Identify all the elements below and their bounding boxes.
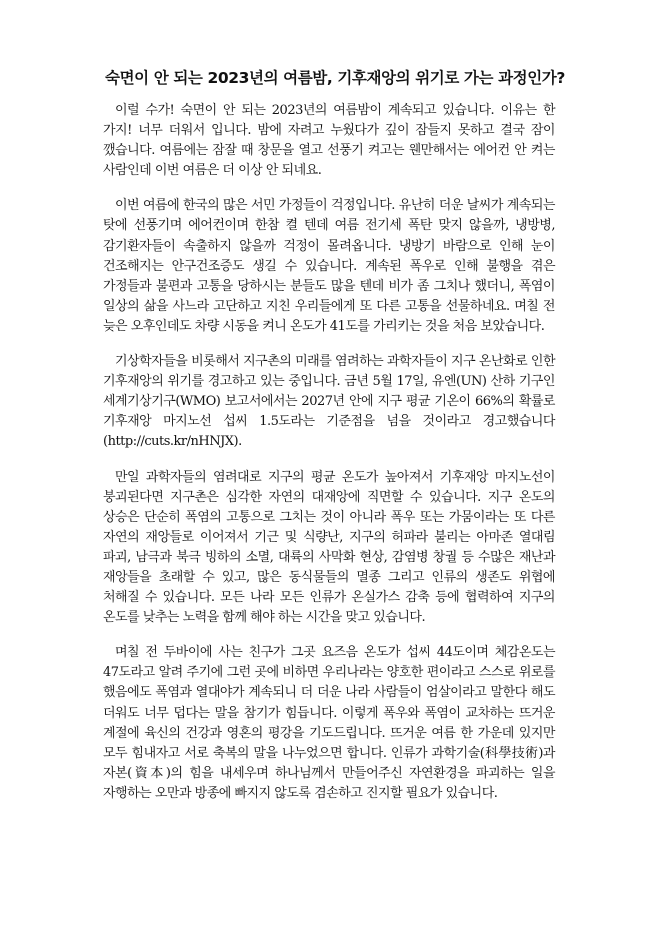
paragraph-2: 이번 여름에 한국의 많은 서민 가정들이 걱정입니다. 유난히 더운 날씨가 계속되는 탓에 선풍기며 에어컨이며 한참 켤 텐데 여름 전기세 폭탄 맞지 않을까, 냉방병, 감기환자들이 속출하지 않을까 걱정이 몰려옵니다. 냉방기 바람으로 인해 눈이 건조해지는 안구건조증도 생길 수 있습니다. 계속된 폭우로 인해 불행을 겪은 가정들과 불편과 고통을 당하시는 분들도 많을 텐데 비가 좀 그치나 했더니, 폭염이 일상의 삶을 사느라 고단하고 지친 우리들에게 또 다른 고통을 선물하네요. 며칠 전 늦은 오후인데도 차량 시동을 켜니 온도가 41도를 가리키는 것을 처음 보았습니다. <box>103 198 555 334</box>
paragraph-3: 기상학자들을 비롯해서 지구촌의 미래를 염려하는 과학자들이 지구 온난화로 인한 기후재앙의 위기를 경고하고 있는 중입니다. 금년 5월 17일, 유엔(UN) 산하 기구인 세계기상기구(WMO) 보고서에서는 2027년 안에 지구 평균 기온이 66%의 확률로 기후재앙 마지노선 섭씨 1.5도라는 기준점을 넘을 것이라고 경고했습니다(http://cuts.kr/nHNJX). <box>103 354 555 450</box>
paragraph-1: 이럴 수가! 숙면이 안 되는 2023년의 여름밤이 계속되고 있습니다. 이유는 한 가지! 너무 더워서 입니다. 밤에 자려고 누웠다가 깊이 잠들지 못하고 결국 잠이 깼습니다. 여름에는 잠잘 때 창문을 열고 선풍기 켜고는 웬만해서는 에어컨 안 켜는 사람인데 이번 여름은 더 이상 안 되네요. <box>103 103 555 179</box>
paragraph-5: 며칠 전 두바이에 사는 친구가 그곳 요즈음 온도가 섭씨 44도이며 체감온도는 47도라고 알려 주기에 그런 곳에 비하면 우리나라는 양호한 편이라고 스스로 위로를 했음에도 폭염과 열대야가 계속되니 더 더운 나라 사람들이 엄살이라고 말한다 해도 더워도 너무 덥다는 말을 참기가 힘듭니다. 이렇게 폭우와 폭염이 교차하는 뜨거운 계절에 육신의 건강과 영혼의 평강을 기도드립니다. 뜨거운 여름 한 가운데 있지만 모두 힘내자고 서로 축복의 말을 나누었으면 합니다. 인류가 과학기술(科學技術)과 자본(資本)의 힘을 내세우며 하나님께서 만들어주신 자연환경을 파괴하는 일을 자행하는 오만과 방종에 빠지지 않도록 겸손하고 진지할 필요가 있습니다. <box>103 645 555 801</box>
article-body <box>103 101 555 819</box>
paragraph-4: 만일 과학자들의 염려대로 지구의 평균 온도가 높아져서 기후재앙 마지노선이 붕괴된다면 지구촌은 심각한 자연의 대재앙에 직면할 수 있습니다. 지구 온도의 상승은 단순히 폭염의 고통으로 그치는 것이 아니라 폭우 또는 가뭄이라는 또 다른 자연의 재앙들로 이어져서 기근 및 식량난, 지구의 허파라 불리는 아마존 열대림 파괴, 남극과 북극 빙하의 소멸, 대륙의 사막화 현상, 감염병 창궐 등 수많은 재난과 재앙들을 초래할 수 있고, 많은 동식물들의 멸종 그리고 인류의 생존도 위협에 처해질 수 있습니다. 모든 나라 모든 인류가 온실가스 감축 등에 협력하여 지구의 온도를 낮추는 노력을 함께 해야 하는 시간을 맞고 있습니다. <box>103 469 555 626</box>
page-title: 숙면이 안 되는 2023년의 여름밤, 기후재앙의 위기로 가는 과정인가? <box>105 69 565 87</box>
